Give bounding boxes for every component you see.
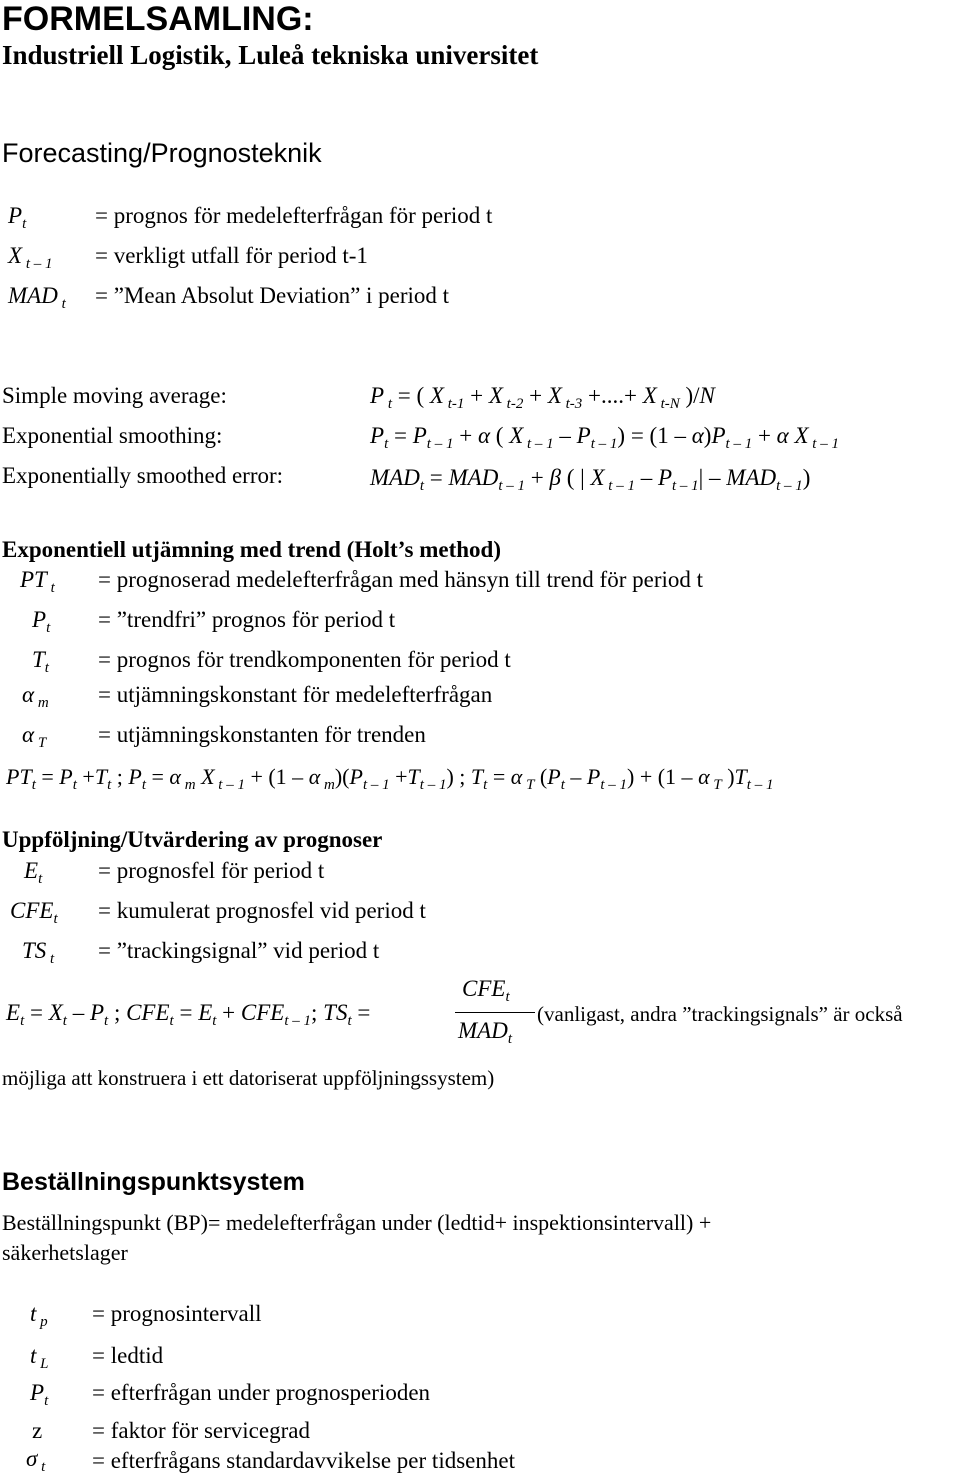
- bp-def-4: = faktor för servicegrad: [92, 1418, 310, 1443]
- formula-ese: $MAD_t = MAD_{t - 1} + \beta$ ( | X $_{t - 1} - P_{t - 1}| - MAD_{t - 1}$): [370, 465, 811, 494]
- symbol-MAD-t: MAD $_t$: [8, 283, 66, 312]
- document-subtitle: Industriell Logistik, Luleå tekniska universitet: [2, 40, 539, 70]
- holt-def-1: = prognoserad medelefterfrågan med hänsyn till trend för period t: [98, 567, 704, 592]
- symbol-X-t-1: X $_{t - 1}$: [8, 243, 53, 272]
- formula-sma: P $_t$ = ( X $_{t-1}$ + X $_{t-2}$ + X $_{t-3}$ +....+ X $_{t-N}$ )/N: [370, 383, 715, 412]
- fraction-numerator: $CFE_t$: [462, 976, 510, 1005]
- symbol-T-t: $T_t$: [32, 647, 49, 676]
- symbol-z: z: [32, 1418, 43, 1443]
- section-heading-bp: Beställningspunktsystem: [2, 1168, 305, 1196]
- forecast-def-2: = verkligt utfall för period t-1: [95, 243, 368, 268]
- symbol-PT-t: PT $_t$: [20, 567, 55, 596]
- formula-followup: $E_t = X_t - P_t$ ; $CFE_t = E_t + CFE_{t - 1}$; $TS_t$ =: [6, 1000, 371, 1029]
- fraction-bar: [455, 1012, 535, 1013]
- holt-def-3: = prognos för trendkomponenten för period t: [98, 647, 511, 672]
- followup-note-a: (vanligast, andra ”trackingsignals” är också: [537, 1002, 903, 1026]
- symbol-CFE-t: $CFE_t$: [10, 898, 58, 927]
- holt-def-5: = utjämningskonstanten för trenden: [98, 722, 426, 747]
- symbol-TS-t: TS $_t$: [22, 938, 55, 967]
- holt-def-2: = ”trendfri” prognos för period t: [98, 607, 396, 632]
- formula-es: $P_t = P_{t - 1} + \alpha$ ( X $_{t - 1} - P_{t - 1}) = (1 - \alpha)P_{t - 1} + \alpha$ X $_{t - 1}$: [370, 423, 839, 452]
- symbol-t-p: t $_p$: [30, 1301, 48, 1330]
- symbol-P-t-bp: $P_t$: [30, 1380, 49, 1409]
- symbol-P-t-holt: $P_t$: [32, 607, 51, 636]
- followup-note-b: möjliga att konstruera i ett datoriserat uppföljningssystem): [2, 1066, 495, 1090]
- symbol-alpha-T: α $_T$: [22, 722, 47, 751]
- method-label-sma: Simple moving average:: [2, 383, 227, 408]
- symbol-P-t: $P_t$: [8, 203, 27, 232]
- symbol-t-L: t $_L$: [30, 1343, 49, 1372]
- bp-line-1: Beställningspunkt (BP)= medelefterfrågan under (ledtid+ inspektionsintervall) +: [2, 1210, 712, 1235]
- bp-def-2: = ledtid: [92, 1343, 164, 1368]
- document-title: FORMELSAMLING:: [2, 0, 314, 38]
- method-label-es: Exponential smoothing:: [2, 423, 223, 448]
- formula-holt: $PT_t = P_t +T_t$ ; $P_t = \alpha$ $_m$ X $_{t - 1}$ + (1 – α $_m)(P_{t - 1} +T_{t - 1})$ ; $T_t = \alpha$ $_T$ $(P_t - P_{t - 1}) + (1 - \alpha$ $_T$ )$T_{t - 1}$: [6, 764, 774, 793]
- symbol-sigma-t: σ $_t$: [26, 1446, 46, 1475]
- followup-def-1: = prognosfel för period t: [98, 858, 325, 883]
- section-heading-followup: Uppföljning/Utvärdering av prognoser: [2, 827, 383, 852]
- forecast-def-1: = prognos för medelefterfrågan för period t: [95, 203, 493, 228]
- symbol-E-t: $E_t$: [24, 858, 43, 887]
- bp-line-2: säkerhetslager: [2, 1240, 128, 1265]
- holt-def-4: = utjämningskonstant för medelefterfrågan: [98, 682, 493, 707]
- followup-def-3: = ”trackingsignal” vid period t: [98, 938, 380, 963]
- bp-def-1: = prognosintervall: [92, 1301, 262, 1326]
- forecast-def-3: = ”Mean Absolut Deviation” i period t: [95, 283, 450, 308]
- bp-def-3: = efterfrågan under prognosperioden: [92, 1380, 431, 1405]
- fraction-denominator: $MAD_t$: [458, 1018, 512, 1047]
- section-heading-forecasting: Forecasting/Prognosteknik: [2, 138, 322, 168]
- symbol-alpha-m: α $_m$: [22, 682, 49, 711]
- bp-def-5: = efterfrågans standardavvikelse per tidsenhet: [92, 1448, 515, 1473]
- method-label-ese: Exponentially smoothed error:: [2, 463, 284, 488]
- followup-def-2: = kumulerat prognosfel vid period t: [98, 898, 426, 923]
- section-heading-holt: Exponentiell utjämning med trend (Holt’s method): [2, 537, 501, 562]
